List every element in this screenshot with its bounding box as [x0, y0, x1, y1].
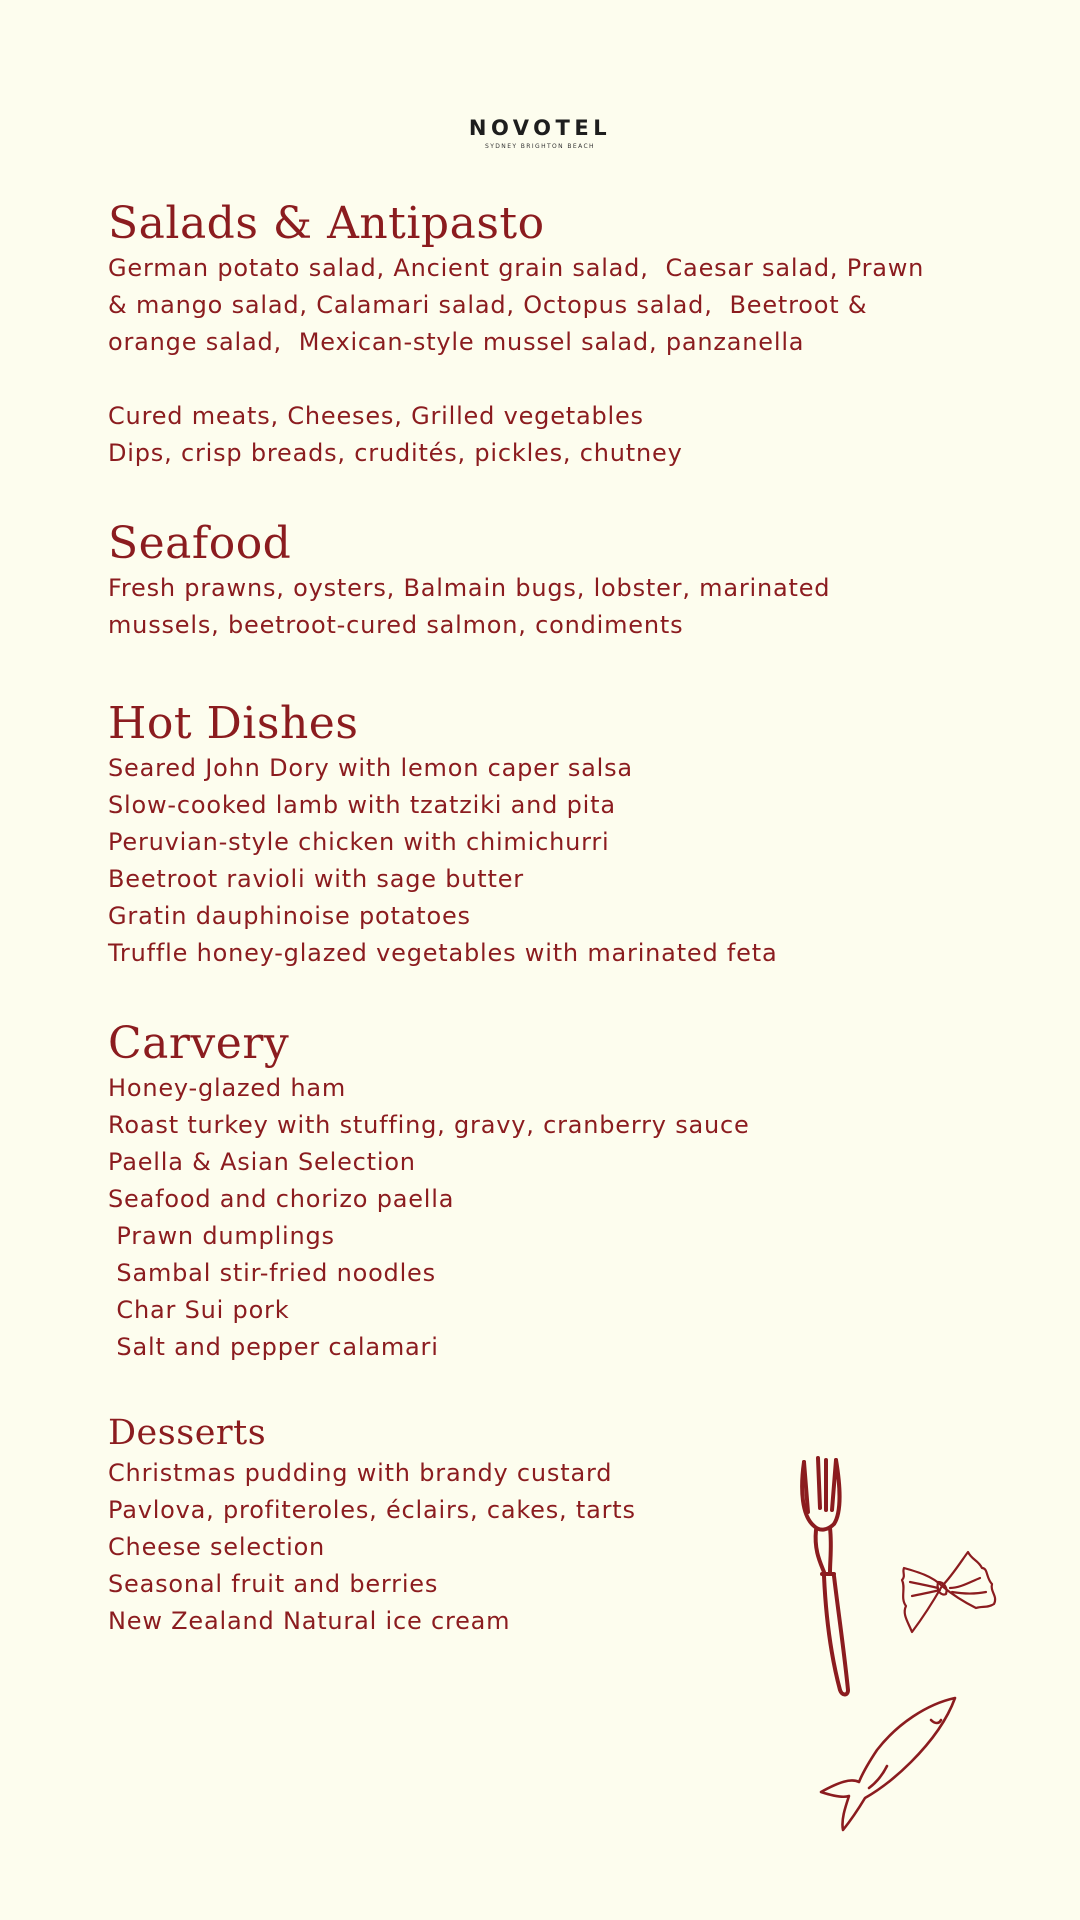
menu-line: New Zealand Natural ice cream — [108, 1607, 511, 1635]
menu-line: Salt and pepper calamari — [108, 1333, 439, 1361]
menu-line: Dips, crisp breads, crudités, pickles, chutney — [108, 439, 683, 467]
menu-line: mussels, beetroot-cured salmon, condiments — [108, 611, 684, 639]
brand-name: NOVOTEL — [468, 116, 612, 140]
menu-line: Beetroot ravioli with sage butter — [108, 865, 524, 893]
menu-line: & mango salad, Calamari salad, Octopus salad, Beetroot & — [108, 291, 868, 319]
section-carvery — [108, 1018, 988, 1366]
menu-line: Sambal stir-fried noodles — [108, 1259, 436, 1287]
fish-icon — [815, 1690, 965, 1840]
menu-content — [108, 198, 988, 1640]
fork-icon — [790, 1450, 870, 1700]
menu-line: Paella & Asian Selection — [108, 1148, 416, 1176]
section-title-desserts: Desserts — [108, 1413, 267, 1453]
menu-line: Honey-glazed ham — [108, 1074, 347, 1102]
menu-line: Char Sui pork — [108, 1296, 290, 1324]
menu-line: Christmas pudding with brandy custard — [108, 1459, 613, 1487]
section-hot-dishes — [108, 698, 988, 972]
menu-line: Seared John Dory with lemon caper salsa — [108, 754, 633, 782]
menu-line: Prawn dumplings — [108, 1222, 335, 1250]
section-title-seafood: Seafood — [108, 518, 292, 569]
section-title-hot-dishes: Hot Dishes — [108, 698, 359, 749]
menu-line: Cheese selection — [108, 1533, 326, 1561]
section-title-carvery: Carvery — [108, 1018, 290, 1069]
menu-line: orange salad, Mexican-style mussel salad, panzanella — [108, 328, 805, 356]
farfalle-pasta-icon — [898, 1548, 1003, 1643]
menu-line: Pavlova, profiteroles, éclairs, cakes, tarts — [108, 1496, 636, 1524]
menu-line: Seafood and chorizo paella — [108, 1185, 455, 1213]
section-seafood — [108, 518, 988, 644]
section-salads — [108, 198, 988, 472]
menu-line: Peruvian-style chicken with chimichurri — [108, 828, 610, 856]
menu-line: Cured meats, Cheeses, Grilled vegetables — [108, 402, 644, 430]
menu-line: Gratin dauphinoise potatoes — [108, 902, 471, 930]
menu-line: Roast turkey with stuffing, gravy, cranberry sauce — [108, 1111, 750, 1139]
menu-line: Seasonal fruit and berries — [108, 1570, 439, 1598]
brand-logo — [0, 116, 1080, 150]
menu-line: German potato salad, Ancient grain salad, Caesar salad, Prawn — [108, 254, 925, 282]
menu-line: Truffle honey-glazed vegetables with marinated feta — [108, 939, 778, 967]
menu-line: Slow-cooked lamb with tzatziki and pita — [108, 791, 616, 819]
brand-location: SYDNEY BRIGHTON BEACH — [485, 143, 595, 150]
menu-line: Fresh prawns, oysters, Balmain bugs, lobster, marinated — [108, 574, 831, 602]
section-title-salads: Salads & Antipasto — [108, 198, 545, 249]
